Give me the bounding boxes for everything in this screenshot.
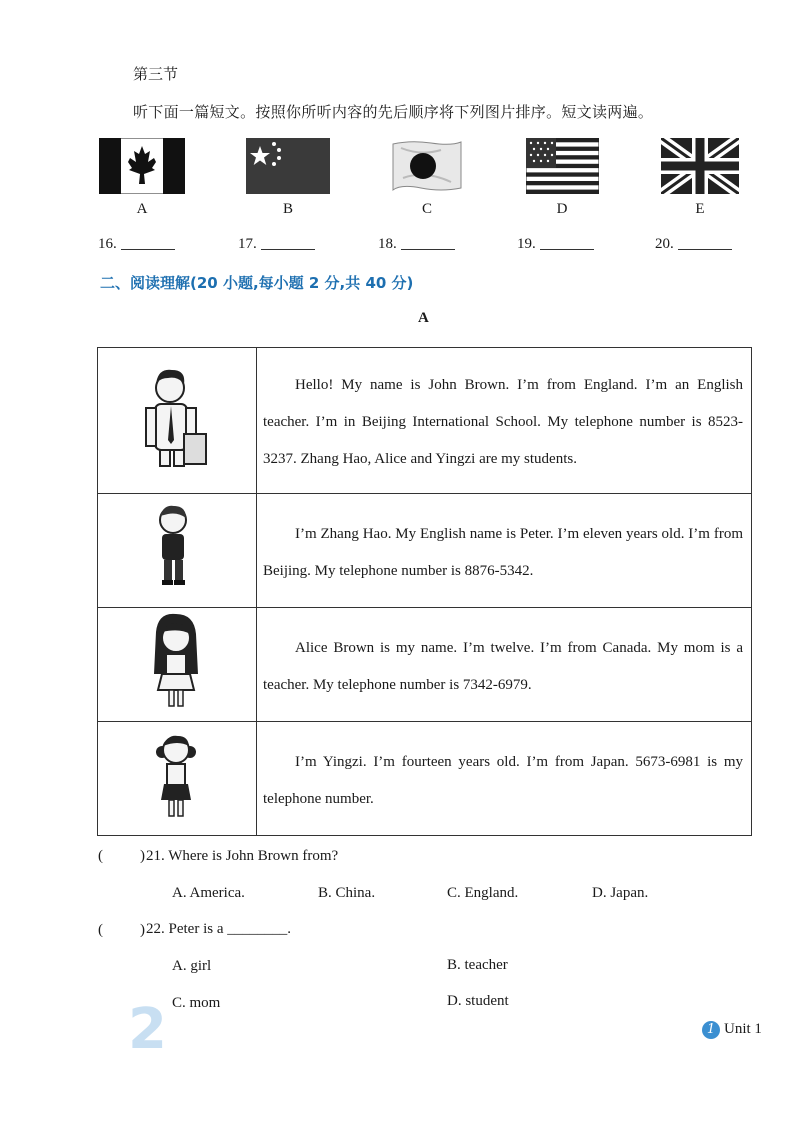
teacher-man-icon <box>98 348 256 488</box>
passage-label: A <box>418 310 429 326</box>
page-number: 2 <box>128 997 167 1062</box>
section-title: 第三节 <box>133 65 179 83</box>
answer-paren-open-22[interactable]: ( <box>98 922 103 938</box>
canada-flag-icon <box>99 138 185 194</box>
picture-cell <box>98 348 257 494</box>
profile-text-cell <box>257 722 752 836</box>
profile-text-cell <box>257 494 752 608</box>
question-21-option-d[interactable]: D. Japan. <box>592 885 649 901</box>
profile-text-cell <box>257 608 752 722</box>
unit-label: Unit 1 <box>724 1021 762 1037</box>
answer-blank-17[interactable]: 17. <box>238 236 315 253</box>
answer-blank-19[interactable]: 19. <box>517 236 594 253</box>
profile-text-cell <box>257 348 752 494</box>
unit-badge-icon: 1 <box>702 1021 720 1039</box>
china-flag-icon <box>246 138 330 194</box>
question-21-option-a[interactable]: A. America. <box>172 885 245 901</box>
question-21-stem: 21. Where is John Brown from? <box>146 848 339 864</box>
profile-text-yingzi: I’m Yingzi. I’m fourteen years old. I’m from Japan. 5673-6981 is my telephone number. <box>263 753 743 807</box>
answer-paren-close-22: ) <box>140 922 145 938</box>
picture-cell <box>98 722 257 836</box>
answer-blank-16[interactable]: 16. <box>98 236 175 253</box>
listening-instruction: 听下面一篇短文。按照你所听内容的先后顺序将下列图片排序。短文读两遍。 <box>133 103 654 121</box>
boy-icon <box>98 494 256 602</box>
usa-flag-icon <box>526 138 599 194</box>
question-22-option-b[interactable]: B. teacher <box>447 957 508 973</box>
question-21-option-b[interactable]: B. China. <box>318 885 376 901</box>
profile-text-alice: Alice Brown is my name. I’m twelve. I’m from Canada. My mom is a teacher. My telephone number is 7342-6979. <box>263 639 743 693</box>
question-22-stem: 22. Peter is a ________. <box>146 921 291 937</box>
picture-cell <box>98 494 257 608</box>
question-21-option-c[interactable]: C. England. <box>447 885 519 901</box>
girl-pigtails-icon <box>98 722 256 830</box>
flag-label-c: C <box>421 201 432 217</box>
table-row <box>98 722 752 836</box>
reading-part-title: 二、阅读理解(20 小题,每小题 2 分,共 40 分) <box>100 274 414 292</box>
flag-label-b: B <box>282 201 293 217</box>
uk-flag-icon <box>661 138 739 194</box>
flag-label-e: E <box>695 201 705 217</box>
question-22-option-d[interactable]: D. student <box>447 993 509 1009</box>
girl-long-hair-icon <box>98 608 256 716</box>
table-row <box>98 608 752 722</box>
question-22-option-c[interactable]: C. mom <box>172 995 221 1011</box>
answer-blank-20[interactable]: 20. <box>655 236 732 253</box>
picture-cell <box>98 608 257 722</box>
japan-flag-icon <box>391 138 463 194</box>
table-row <box>98 494 752 608</box>
profile-text-zhang-hao: I’m Zhang Hao. My English name is Peter. I’m eleven years old. I’m from Beijing. My telephone number is 8876-5342. <box>263 525 743 579</box>
flag-label-a: A <box>136 201 148 217</box>
profile-table <box>97 347 752 836</box>
profile-text-john: Hello! My name is John Brown. I’m from England. I’m an English teacher. I’m in Beijing International School. My telephone number is 8523-3237. Zhang Hao, Alice and Yingzi are my students. <box>263 377 743 467</box>
question-22-option-a[interactable]: A. girl <box>172 958 212 974</box>
answer-paren-close-21: ) <box>140 848 145 864</box>
answer-paren-open-21[interactable]: ( <box>98 848 103 864</box>
answer-blank-18[interactable]: 18. <box>378 236 455 253</box>
flag-label-d: D <box>556 201 568 217</box>
table-row <box>98 348 752 494</box>
